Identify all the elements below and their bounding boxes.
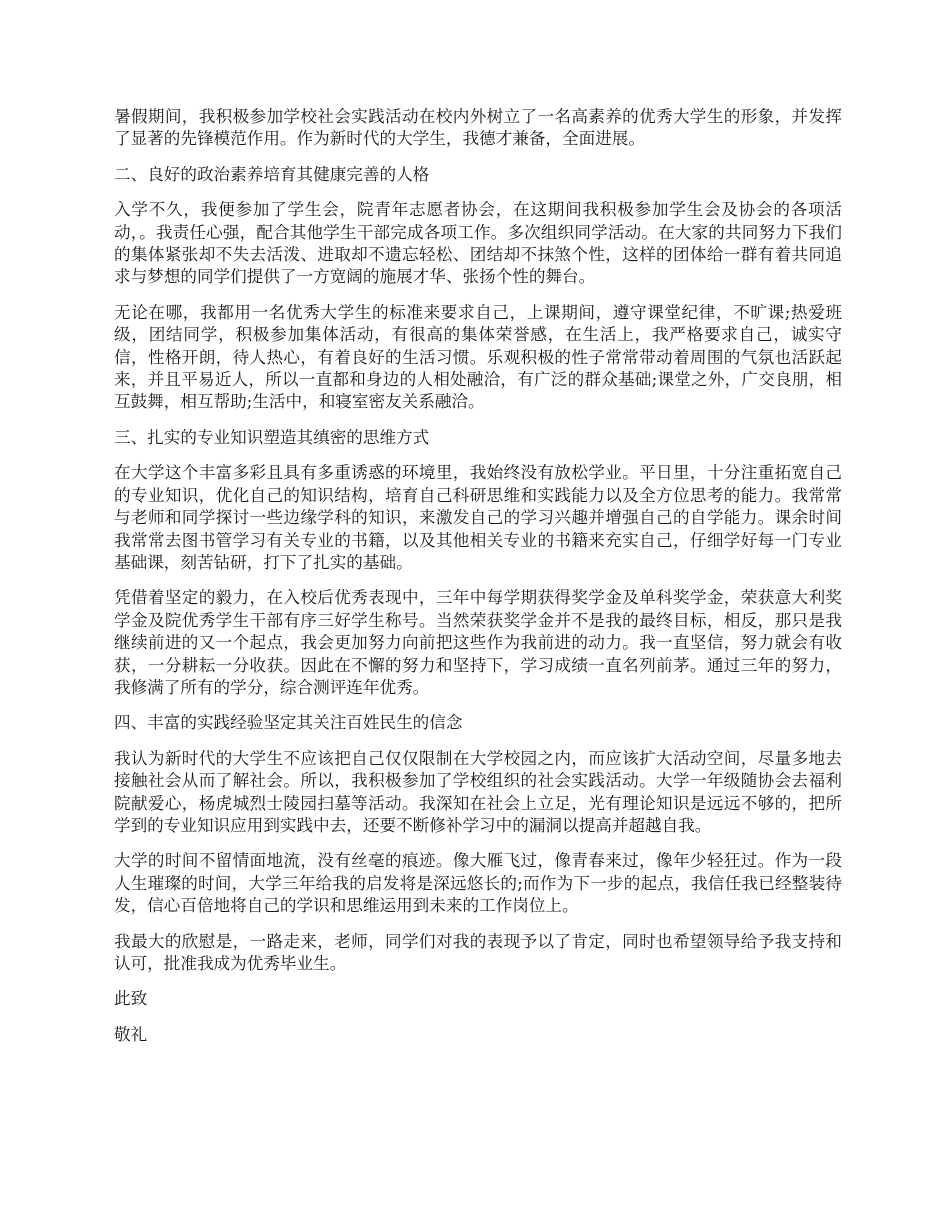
document-body [114,106,842,1059]
paragraph-student-union: 入学不久，我便参加了学生会，院青年志愿者协会，在这期间我积极参加学生会及协会的各项活动，。我责任心强，配合其他学生干部完成各项工作。多次组织同学活动。在大家的共同努力下我们的集体紧张却不失去活泼、进取却不遗忘轻松、团结却不抹煞个性，这样的团体给一群有着共同追求与梦想的同学们提供了一方宽阔的施展才华、张扬个性的舞台。 [114,200,842,287]
closing-regards: 敬礼 [114,1024,148,1044]
section-heading-practice: 四、丰富的实践经验坚定其关注百姓民生的信念 [114,713,463,733]
paragraph-academics: 在大学这个丰富多彩且具有多重诱惑的环境里，我始终没有放松学业。平日里，十分注重拓宽自己的专业知识，优化自己的知识结构，培育自己科研思维和实践能力以及全方位思考的能力。我常常与老师和同学探讨一些边缘学科的知识，来激发自己的学习兴趣并增强自己的自学能力。课余时间我常常去图书管学习有关专业的书籍，以及其他相关专业的书籍来充实自己，仔细学好每一门专业基础课，刻苦钻研，打下了扎实的基础。 [114,463,842,572]
paragraph-university-time: 大学的时间不留情面地流，没有丝毫的痕迹。像大雁飞过，像青春来过，像年少轻狂过。作为一段人生璀璨的时间，大学三年给我的启发将是深远悠长的;而作为下一步的起点，我信任我已经整装待发，信心百倍地将自己的学识和思维运用到未来的工作岗位上。 [114,851,842,916]
section-heading-political: 二、良好的政治素养培育其健康完善的人格 [114,164,430,184]
paragraph-summer-practice: 暑假期间，我积极参加学校社会实践活动在校内外树立了一名高素养的优秀大学生的形象，并发挥了显著的先锋模范作用。作为新时代的大学生，我德才兼备，全面进展。 [114,107,842,149]
paragraph-scholarships: 凭借着坚定的毅力，在入校后优秀表现中，三年中每学期获得奖学金及单科奖学金，荣获意大利奖学金及院优秀学生干部有序三好学生称号。当然荣获奖学金并不是我的最终目标，相反，那只是我继续前进的又一个起点，我会更加努力向前把这些作为我前进的动力。我一直坚信，努力就会有收获，一分耕耘一分收获。因此在不懈的努力和坚持下，学习成绩一直名列前茅。通过三年的努力，我修满了所有的学分，综合测评连年优秀。 [114,588,842,697]
section-heading-knowledge: 三、扎实的专业知识塑造其缜密的思维方式 [114,427,430,447]
closing-salutation: 此致 [114,989,148,1009]
paragraph-self-discipline: 无论在哪，我都用一名优秀大学生的标准来要求自己，上课期间，遵守课堂纪律，不旷课;热爱班级，团结同学，积极参加集体活动，有很高的集体荣誉感，在生活上，我严格要求自己，诚实守信，性格开朗，待人热心，有着良好的生活习惯。乐观积极的性子常常带动着周围的气氛也活跃起来，并且平易近人，所以一直都和身边的人相处融洽，有广泛的群众基础;课堂之外，广交良朋，相互鼓舞，相互帮助;生活中，和寝室密友关系融洽。 [114,302,842,412]
paragraph-closing-request: 我最大的欣慰是，一路走来，老师，同学们对我的表现予以了肯定，同时也希望领导给予我支持和认可，批准我成为优秀毕业生。 [114,931,842,973]
paragraph-social-practice: 我认为新时代的大学生不应该把自己仅仅限制在大学校园之内，而应该扩大活动空间，尽量多地去接触社会从而了解社会。所以，我积极参加了学校组织的社会实践活动。大学一年级随协会去福利院献爱心，杨虎城烈士陵园扫墓等活动。我深知在社会上立足，光有理论知识是远远不够的，把所学到的专业知识应用到实践中去，还要不断修补学习中的漏洞以提高并超越自我。 [114,748,842,835]
